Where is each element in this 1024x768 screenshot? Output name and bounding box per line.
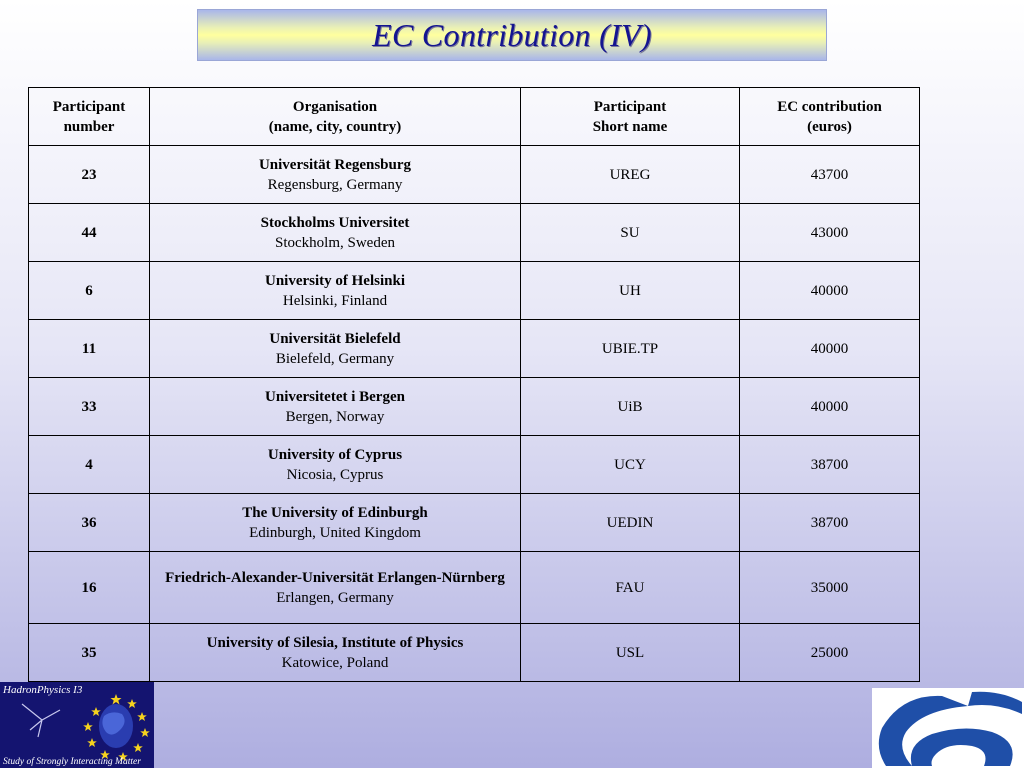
organisation-name: University of Silesia, Institute of Physics — [206, 634, 464, 651]
organisation-name: Universität Bielefeld — [269, 330, 401, 347]
organisation-location: Helsinki, Finland — [282, 292, 388, 309]
table-row — [29, 436, 920, 494]
short-name: UH — [521, 262, 740, 320]
organisation-location: Edinburgh, United Kingdom — [249, 524, 421, 541]
table-row — [29, 552, 920, 624]
table-row — [29, 494, 920, 552]
ec-contribution: 38700 — [740, 436, 920, 494]
table-header-row — [29, 88, 920, 146]
ec-contribution: 43000 — [740, 204, 920, 262]
header-ec-contribution: EC contribution (euros) — [740, 88, 920, 146]
table-row — [29, 262, 920, 320]
hadronphysics-logo — [0, 682, 154, 768]
table-row — [29, 624, 920, 682]
short-name: FAU — [521, 552, 740, 624]
fp6-six-icon — [872, 688, 1024, 768]
table-row — [29, 146, 920, 204]
organisation-name: Friedrich-Alexander-Universität Erlangen-Nürnberg — [165, 569, 505, 586]
organisation-name: Universitetet i Bergen — [265, 388, 405, 405]
organisation-cell — [150, 320, 521, 378]
page-title: EC Contribution (IV) — [372, 16, 652, 53]
organisation-name: Stockholms Universitet — [260, 214, 410, 231]
participant-number: 36 — [29, 494, 150, 552]
hadronphysics-subtitle: Study of Strongly Interacting Matter — [3, 757, 141, 767]
organisation-location: Bergen, Norway — [285, 408, 385, 425]
participant-number: 35 — [29, 624, 150, 682]
organisation-cell — [150, 624, 521, 682]
ec-contribution: 25000 — [740, 624, 920, 682]
organisation-cell — [150, 552, 521, 624]
participant-number: 11 — [29, 320, 150, 378]
short-name: SU — [521, 204, 740, 262]
organisation-cell — [150, 436, 521, 494]
organisation-cell — [150, 204, 521, 262]
header-short-name: Participant Short name — [521, 88, 740, 146]
fp6-logo — [872, 688, 1024, 768]
organisation-location: Stockholm, Sweden — [275, 234, 395, 251]
organisation-cell — [150, 262, 521, 320]
ec-contribution: 43700 — [740, 146, 920, 204]
short-name: UiB — [521, 378, 740, 436]
table-row — [29, 204, 920, 262]
organisation-name: Universität Regensburg — [258, 156, 412, 173]
short-name: UREG — [521, 146, 740, 204]
organisation-name: University of Cyprus — [267, 446, 403, 463]
participant-number: 16 — [29, 552, 150, 624]
participant-number: 6 — [29, 262, 150, 320]
hadronphysics-title: HadronPhysics I3 — [3, 684, 83, 696]
short-name: UEDIN — [521, 494, 740, 552]
ec-contribution: 40000 — [740, 378, 920, 436]
organisation-location: Katowice, Poland — [281, 654, 389, 671]
header-organisation: Organisation (name, city, country) — [150, 88, 521, 146]
ec-contribution: 38700 — [740, 494, 920, 552]
organisation-location: Regensburg, Germany — [267, 176, 403, 193]
participant-number: 33 — [29, 378, 150, 436]
ec-contribution: 40000 — [740, 320, 920, 378]
header-participant-number: Participant number — [29, 88, 150, 146]
organisation-location: Erlangen, Germany — [276, 589, 394, 606]
title-banner — [197, 9, 827, 61]
participant-number: 4 — [29, 436, 150, 494]
table-row — [29, 378, 920, 436]
organisation-cell — [150, 378, 521, 436]
organisation-location: Bielefeld, Germany — [275, 350, 395, 367]
short-name: USL — [521, 624, 740, 682]
ec-contribution: 35000 — [740, 552, 920, 624]
contribution-table — [28, 87, 920, 682]
participant-number: 44 — [29, 204, 150, 262]
organisation-name: University of Helsinki — [264, 272, 405, 289]
organisation-cell — [150, 146, 521, 204]
organisation-cell — [150, 494, 521, 552]
participant-number: 23 — [29, 146, 150, 204]
ec-contribution: 40000 — [740, 262, 920, 320]
organisation-name: The University of Edinburgh — [242, 504, 428, 521]
table-row — [29, 320, 920, 378]
organisation-location: Nicosia, Cyprus — [286, 466, 384, 483]
short-name: UCY — [521, 436, 740, 494]
short-name: UBIE.TP — [521, 320, 740, 378]
